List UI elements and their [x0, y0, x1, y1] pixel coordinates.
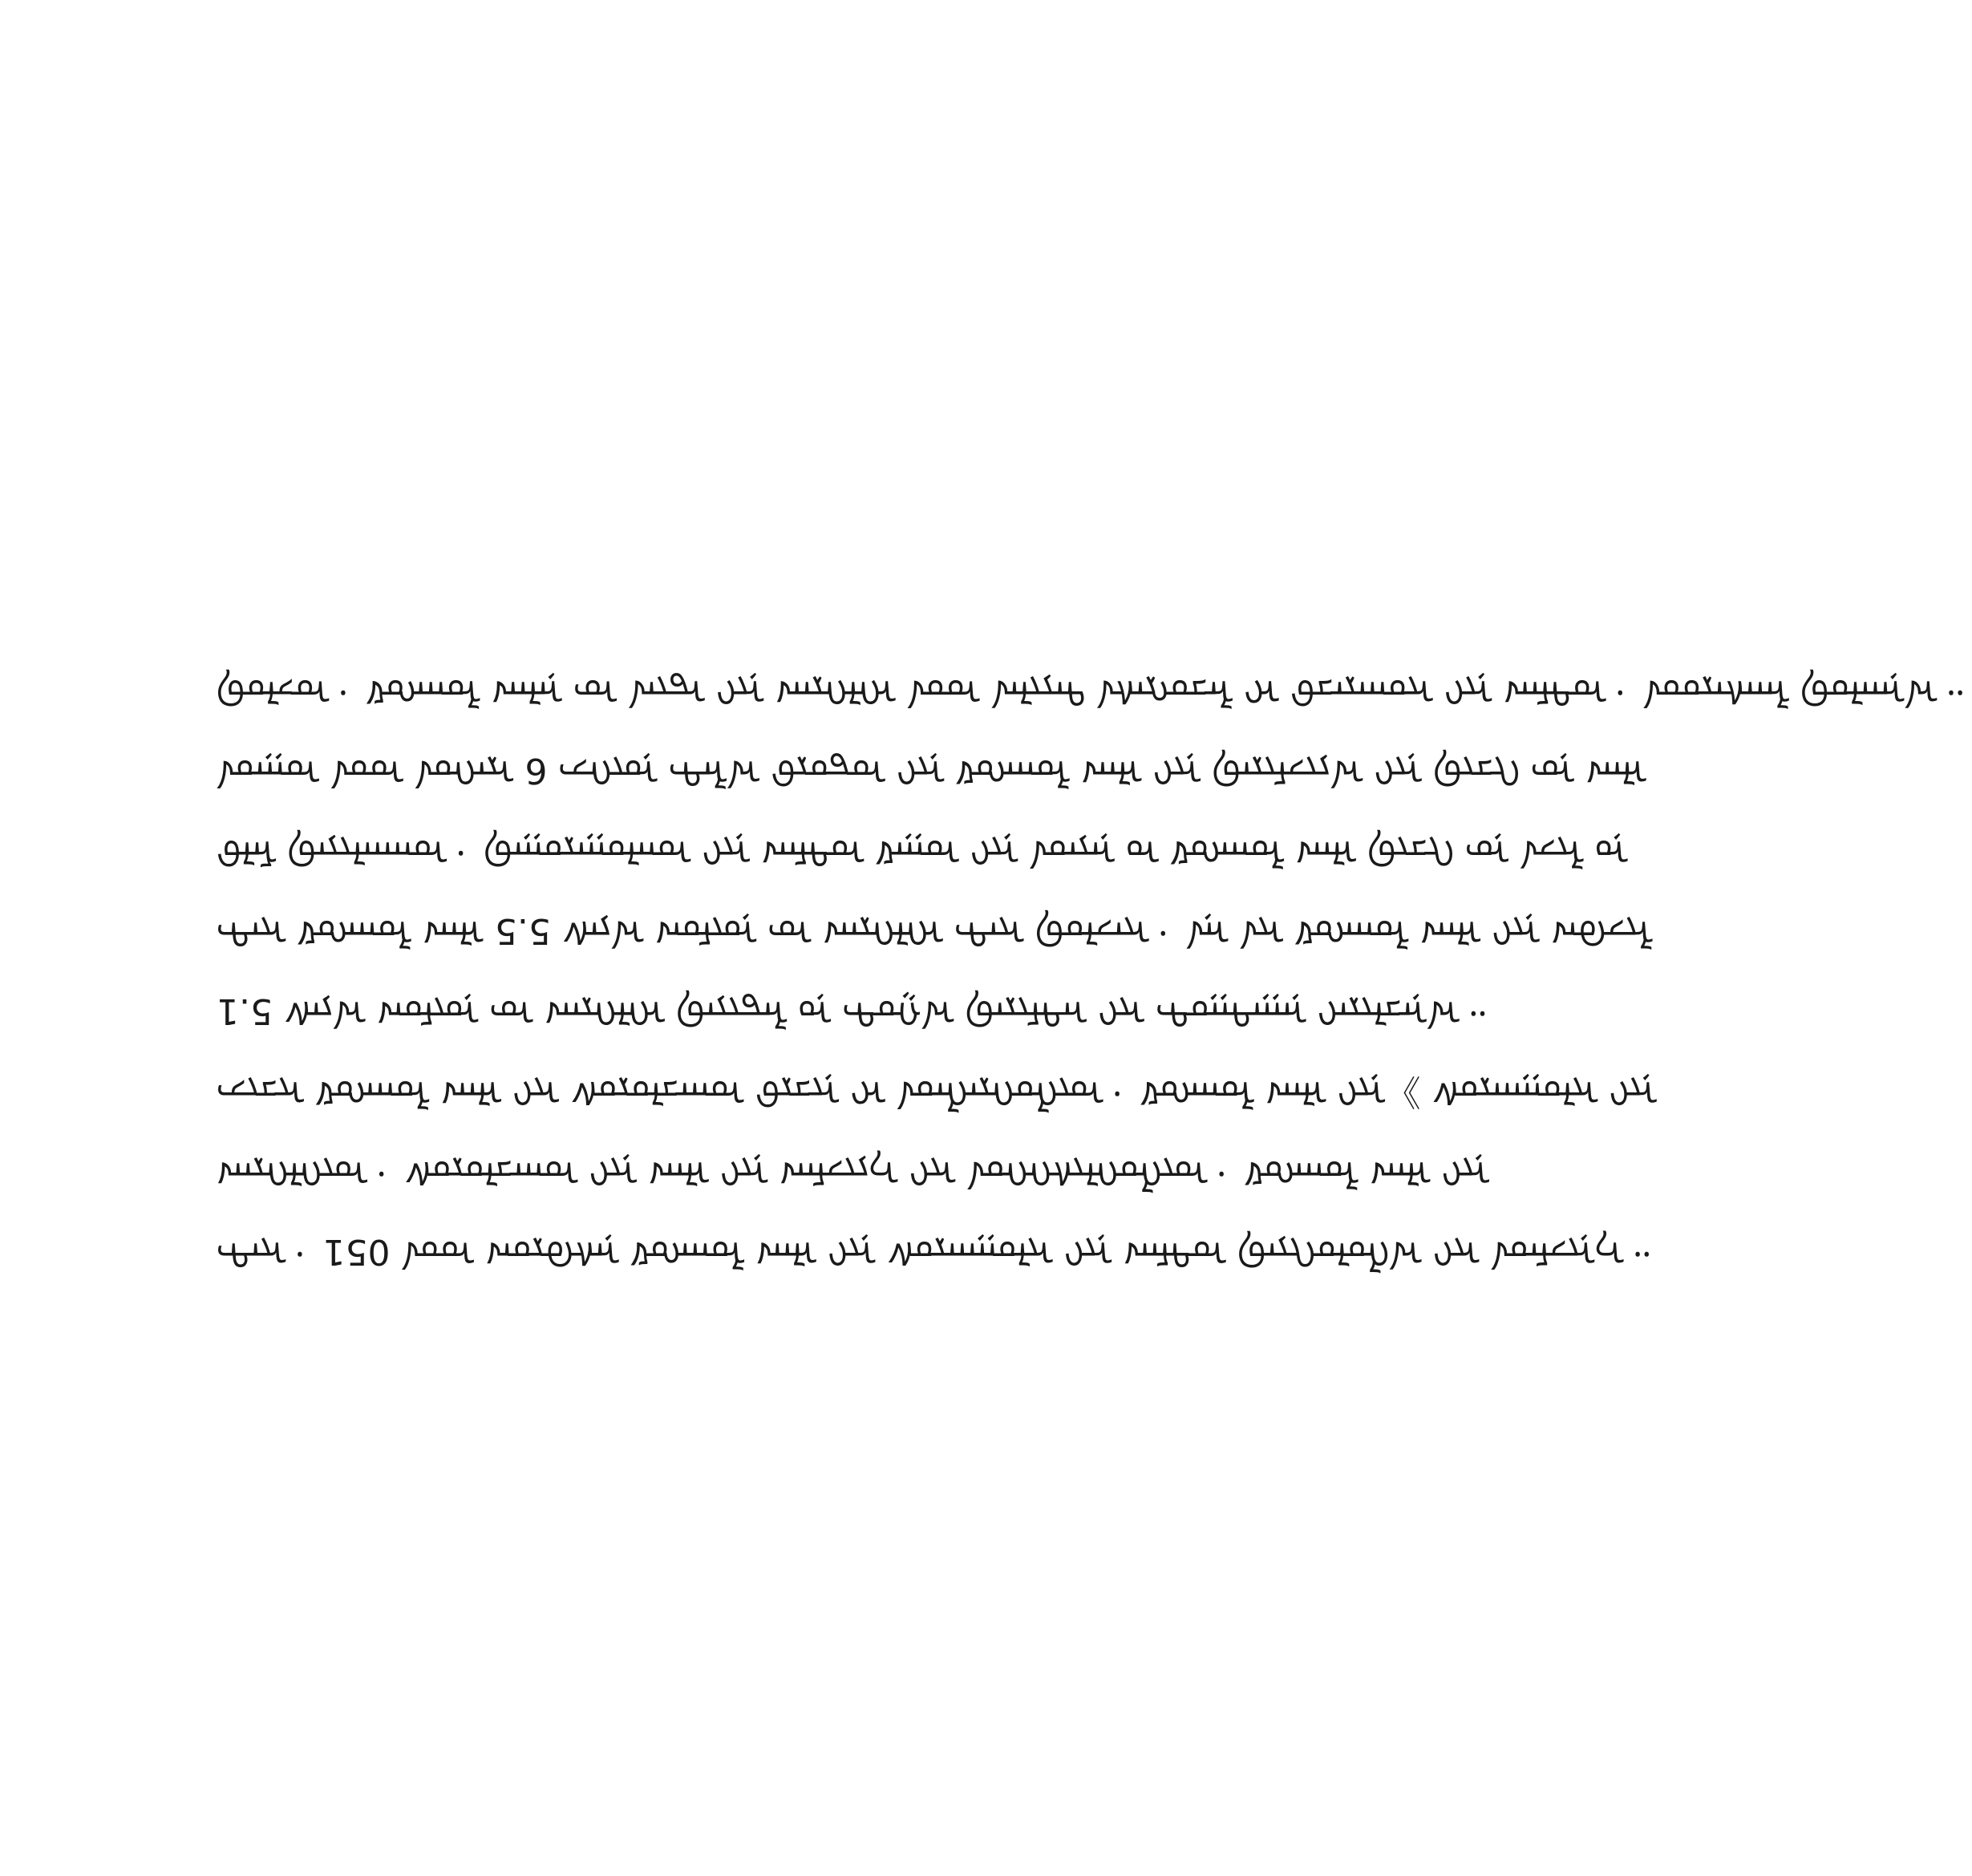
- text-line: ᠪᠣᠯᠵᠤ ᠂ ᠮᠣᠩᠭᠣᠯ ᠬᠡᠯᠡᠨ ᠦ ᠨᠡᠢᠲᠡ ᠶᠢᠨ ᠬᠡᠷᠡᠭᠯᠡᠭᠡ ᠳᠤ ᠨᠡᠯᠢᠶᠡᠳ ᠡᠰᠡᠷᠭᠦᠴᠡᠯ ᠢ ᠤᠴᠠᠷᠠᠬᠤᠢ ᠶᠢᠨ ᠬᠠᠮᠲᠤ ᠂ ᠳᠤᠷᠠᠰᠬᠠᠯ ᠪᠣᠯᠭᠠᠨ᠎ᠠ ᠃: [217, 670, 1972, 711]
- text-line: ᠲᠠᠢ ᠮᠣᠩᠭᠣᠯ ᠬᠡᠯᠡ 5.5 ᠰᠠᠶ᠎ᠠ ᠬᠥᠮᠦᠨ ᠦ ᠬᠡᠷᠡᠭᠯᠡᠭᠡ ᠲᠠᠢ ᠪᠣᠯᠵᠠᠢ ᠂ ᠡᠨᠡ ᠨᠢ ᠮᠣᠩᠭᠣᠯ ᠬᠡᠯᠡ ᠶᠢᠨ ᠬᠥᠭᠵᠢᠯ: [217, 910, 1653, 951]
- text-line: ᠵᠢᠴᠢ ᠮᠣᠩᠭᠣᠯ ᠬᠡᠯᠡ ᠶᠢ ᠰᠤᠷᠤᠯᠴᠠᠬᠤ ᠤᠷᠴᠢᠨ ᠢ ᠳᠡᠯᠭᠡᠷᠡᠭᠦᠯᠬᠦ ᠂ ᠮᠣᠩᠭᠣᠯ ᠬᠡᠯᠡ ᠶᠢᠨ《 ᠰᠤᠷᠭᠠᠭᠤᠯᠢ ᠶᠢᠨ: [217, 1071, 1658, 1112]
- text-line: ᠳᠠᠭᠤ ᠳᠤ ᠳᠡᠭᠡᠷᠡ 6 ᠵᠡᠭᠦᠨ ᠲᠠᠯ᠎ᠠ ᠤᠷᠤᠳᠤ ᠶᠢᠨ ᠮᠣᠩᠭᠣᠯ ᠬᠡᠯᠡ ᠶᠢᠨ ᠪᠠᠷᠢᠮᠵᠢᠶ᠎ᠠ ᠶᠢᠨ ᠪᠢᠴᠢᠭ ᠦᠨ ᠬᠡᠯᠡ: [217, 750, 1647, 791]
- text-line: ᠤᠯᠠᠮ ᠪᠠᠶᠢᠯᠭᠠᠬᠤ ᠂ ᠪᠠᠭᠤᠷᠠᠭᠤᠯᠬᠤ ᠶᠢᠨ ᠬᠠᠮᠲᠤ ᠮᠠᠭᠤ ᠶᠢᠨ ᠳᠠᠶᠠᠨ ᠤ ᠮᠣᠩᠭᠣᠯ ᠬᠡᠯᠡ ᠪᠢᠴᠢᠭ ᠦᠨ ᠠᠵᠢᠯ ᠤᠨ: [217, 830, 1628, 871]
- text-line: ᠲᠠᠢ ᠂ 150 ᠳᠤ ᠬᠦᠷᠦᠭᠰᠡᠨ ᠮᠣᠩᠭᠣᠯ ᠬᠡᠯᠡ ᠶᠢᠨ ᠰᠤᠷᠭᠠᠭᠤᠯᠢ ᠶᠢᠨ ᠬᠠᠮᠲᠤ ᠪᠠᠶᠢᠭᠤᠯᠤᠯᠭ᠎ᠠ ᠶᠢ ᠳᠡᠮᠵᠢᠨ᠎ᠡ ᠃: [217, 1231, 1658, 1272]
- text-line: ᠬᠡᠷᠡᠭᠯᠡᠬᠦ ᠂ ᠰᠤᠷᠤᠯᠴᠠᠬᠤ ᠶᠢᠨ ᠬᠡᠯᠡ ᠶᠢᠨ ᠬᠡᠮᠵᠢᠶ᠎ᠡ ᠶᠢ ᠳᠡᠭᠡᠭᠰᠢᠯᠡᠭᠦᠯᠬᠦ ᠂ ᠮᠣᠩᠭᠣᠯ ᠬᠡᠯᠡ ᠶᠢᠨ: [217, 1151, 1490, 1192]
- text-line: 1.5 ᠰᠠᠶ᠎ᠠ ᠬᠥᠮᠦᠨ ᠦ ᠬᠡᠷᠡᠭᠯᠡᠭᠡ ᠪᠠᠶᠢᠳᠠᠯ ᠤᠨ ᠲᠣᠭ᠎ᠠ ᠪᠠᠷᠢᠮᠲᠠ ᠶᠢ ᠲᠣᠭᠲᠠᠭᠠᠨ ᠶᠠᠷᠢᠯᠴᠠᠨ᠎ᠠ ᠃: [217, 991, 1495, 1031]
